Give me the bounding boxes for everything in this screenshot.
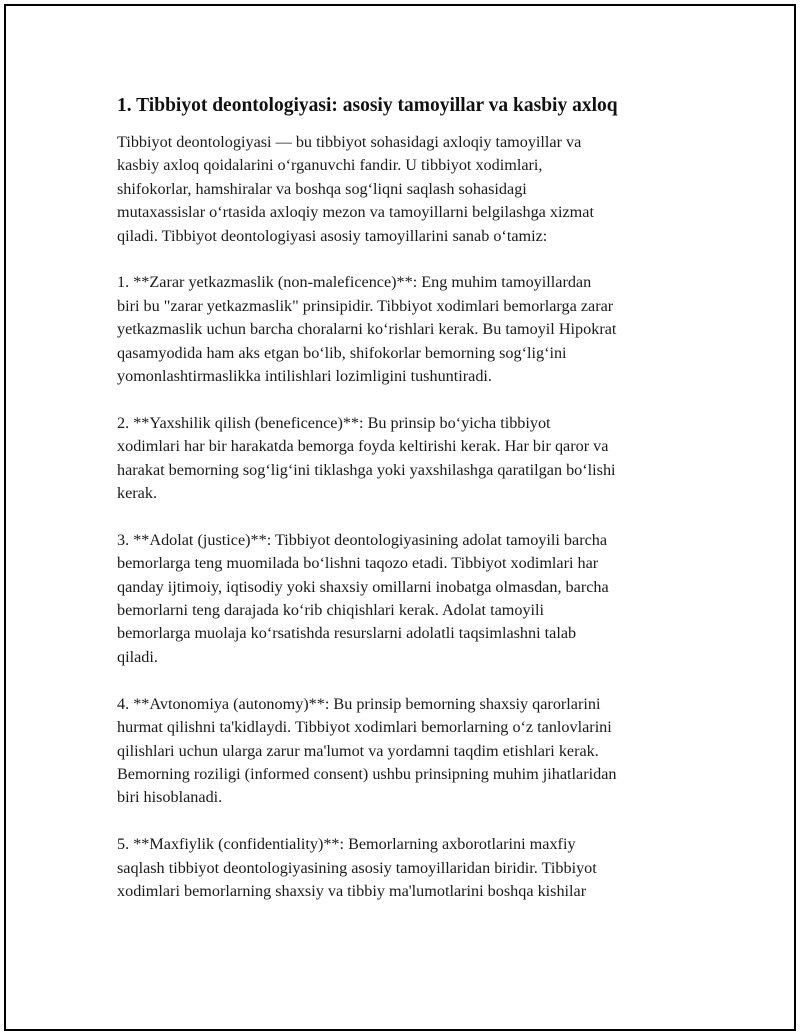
text-line: kasbiy axloq qoidalarini oʻrganuvchi fandir. U tibbiyot xodimlari, bbox=[117, 156, 543, 175]
text-line: qiladi. Tibbiyot deontologiyasi asosiy tamoyillarini sanab oʻtamiz: bbox=[117, 226, 548, 245]
text-line: biri hisoblanadi. bbox=[117, 788, 223, 807]
text-line: 2. **Yaxshilik qilish (beneficence)**: Bu prinsip boʻyicha tibbiyot bbox=[117, 413, 551, 432]
intro-paragraph bbox=[117, 131, 687, 248]
text-line: harakat bemorning sogʻligʻini tiklashga yoki yaxshilashga qaratilgan boʻlishi bbox=[117, 460, 616, 479]
text-line: Tibbiyot deontologiyasi — bu tibbiyot sohasidagi axloqiy tamoyillar va bbox=[117, 133, 582, 151]
text-line: bemorlarga teng muomilada boʻlishni taqozo etadi. Tibbiyot xodimlari har bbox=[117, 554, 599, 573]
text-line: 4. **Avtonomiya (autonomy)**: Bu prinsip bemorning shaxsiy qarorlarini bbox=[117, 694, 601, 713]
text-line: bemorlarni teng darajada koʻrib chiqishlari kerak. Adolat tamoyili bbox=[117, 601, 545, 620]
principle-justice bbox=[117, 529, 687, 669]
principle-non-maleficence bbox=[117, 271, 687, 388]
principle-confidentiality bbox=[117, 833, 687, 903]
text-line: Bemorning roziligi (informed consent) ushbu prinsipning muhim jihatlaridan bbox=[117, 764, 617, 783]
text-line: kerak. bbox=[117, 484, 157, 503]
text-line: shifokorlar, hamshiralar va boshqa sogʻliqni saqlash sohasidagi bbox=[117, 179, 527, 198]
text-line: yomonlashtirmaslikka intilishlari lozimligini tushuntiradi. bbox=[117, 367, 492, 386]
text-line: xodimlari har bir harakatda bemorga foyda keltirishi kerak. Har bir qaror va bbox=[117, 437, 609, 456]
document-content bbox=[117, 93, 687, 927]
text-line: qilishlari uchun ularga zarur ma'lumot va yordamni taqdim etishlari kerak. bbox=[117, 741, 599, 760]
text-line: qiladi. bbox=[117, 647, 158, 666]
text-line: qanday ijtimoiy, iqtisodiy yoki shaxsiy omillarni inobatga olmasdan, barcha bbox=[117, 577, 609, 596]
text-line: qasamyodida ham aks etgan boʻlib, shifokorlar bemorning sogʻligʻini bbox=[117, 343, 567, 362]
text-line: biri bu "zarar yetkazmaslik" prinsipidir. Tibbiyot xodimlari bemorlarga zarar bbox=[117, 296, 614, 315]
document-title: 1. Tibbiyot deontologiyasi: asosiy tamoyillar va kasbiy axloq bbox=[117, 95, 618, 116]
text-line: saqlash tibbiyot deontologiyasining asosiy tamoyillaridan biridir. Tibbiyot bbox=[117, 858, 597, 877]
text-line: 5. **Maxfiylik (confidentiality)**: Bemorlarning axborotlarini maxfiy bbox=[117, 835, 576, 854]
text-line: mutaxassislar oʻrtasida axloqiy mezon va tamoyillarni belgilashga xizmat bbox=[117, 203, 594, 222]
text-line: 1. **Zarar yetkazmaslik (non-maleficence)**: Eng muhim tamoyillardan bbox=[117, 273, 592, 292]
principle-beneficence bbox=[117, 412, 687, 506]
text-line: bemorlarga muolaja koʻrsatishda resurslarni adolatli taqsimlashni talab bbox=[117, 624, 577, 643]
text-line: yetkazmaslik uchun barcha choralarni koʻrishlari kerak. Bu tamoyil Hipokrat bbox=[117, 320, 617, 339]
text-line: hurmat qilishni ta'kidlaydi. Tibbiyot xodimlari bemorlarning oʻz tanlovlarini bbox=[117, 718, 612, 737]
text-line: xodimlari bemorlarning shaxsiy va tibbiy ma'lumotlarini boshqa kishilar bbox=[117, 881, 587, 900]
principle-autonomy bbox=[117, 693, 687, 810]
text-line: 3. **Adolat (justice)**: Tibbiyot deontologiyasining adolat tamoyili barcha bbox=[117, 530, 608, 549]
